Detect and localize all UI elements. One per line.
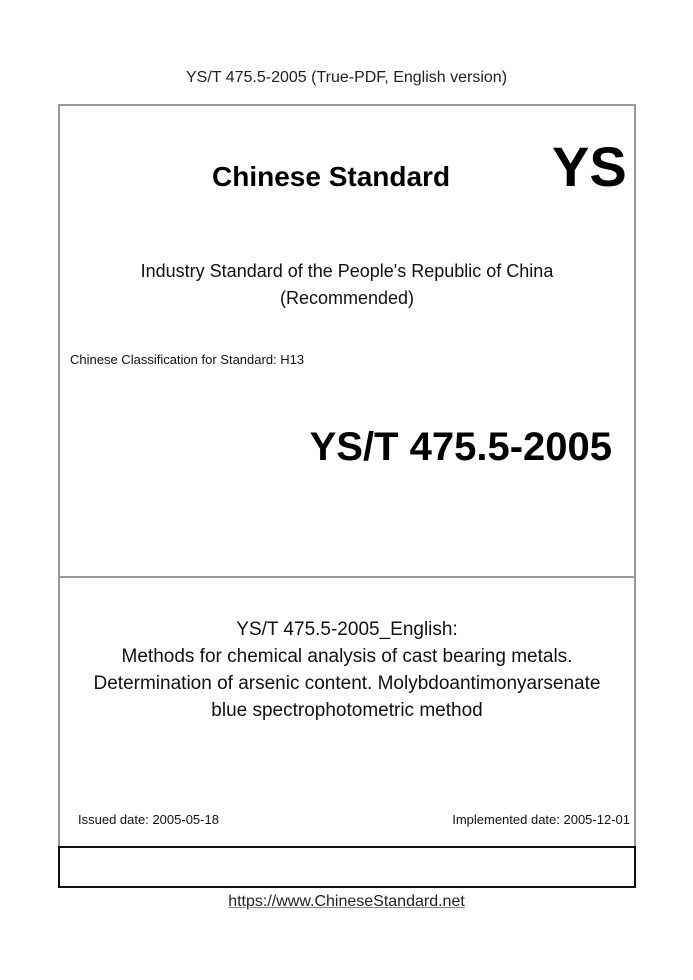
site-link[interactable]: https://www.ChineseStandard.net: [228, 893, 465, 910]
industry-line-1: Industry Standard of the People's Republic of China: [140, 261, 554, 281]
page-header: YS/T 475.5-2005 (True-PDF, English version): [185, 69, 508, 86]
title-line: blue spectrophotometric method: [211, 700, 483, 721]
industry-standard-text: [60, 258, 634, 312]
implemented-date: Implemented date: 2005-12-01: [452, 812, 630, 827]
cover-bottom-section: [60, 578, 634, 848]
heading-code: YS: [552, 135, 627, 198]
title-line: Determination of arsenic content. Molybdoantimonyarsenate: [93, 673, 601, 694]
standard-code: YS/T 475.5-2005: [309, 425, 612, 469]
cover-top-section: [60, 106, 634, 578]
title-line: YS/T 475.5-2005_English:: [236, 619, 458, 640]
heading-title: Chinese Standard: [212, 161, 451, 192]
issued-date: Issued date: 2005-05-18: [78, 812, 219, 827]
document-title: [60, 616, 634, 724]
site-link-container: [0, 893, 693, 911]
cover-box: [58, 104, 636, 850]
title-line: Methods for chemical analysis of cast bearing metals.: [121, 646, 573, 667]
industry-line-2: (Recommended): [279, 288, 415, 308]
footer-box: [58, 846, 636, 888]
classification-text: Chinese Classification for Standard: H13: [70, 352, 305, 367]
